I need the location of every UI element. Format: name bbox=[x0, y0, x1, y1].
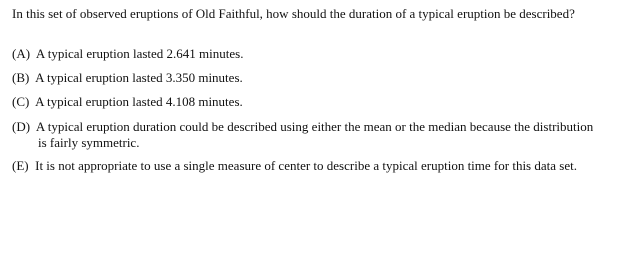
question-text: In this set of observed eruptions of Old Faithful, how should the duration of a typical eruption be described? bbox=[12, 6, 575, 21]
option-e-letter: (E) bbox=[12, 158, 32, 173]
option-e[interactable] bbox=[12, 158, 602, 174]
option-b-text: A typical eruption lasted 3.350 minutes. bbox=[35, 70, 243, 85]
option-c[interactable] bbox=[12, 94, 602, 110]
option-b-letter: (B) bbox=[12, 70, 33, 85]
option-d-letter: (D) bbox=[12, 119, 34, 134]
option-a[interactable] bbox=[12, 46, 602, 62]
option-c-letter: (C) bbox=[12, 94, 33, 109]
option-e-text: It is not appropriate to use a single measure of center to describe a typical eruption time for this data set. bbox=[35, 158, 577, 173]
option-d-text: A typical eruption duration could be described using either the mean or the median because the distribution is fairly symmetric. bbox=[35, 119, 594, 150]
option-c-text: A typical eruption lasted 4.108 minutes. bbox=[35, 94, 243, 109]
option-a-letter: (A) bbox=[12, 46, 34, 61]
option-b[interactable] bbox=[12, 70, 602, 86]
option-d[interactable] bbox=[12, 119, 602, 151]
option-a-text: A typical eruption lasted 2.641 minutes. bbox=[35, 46, 244, 61]
